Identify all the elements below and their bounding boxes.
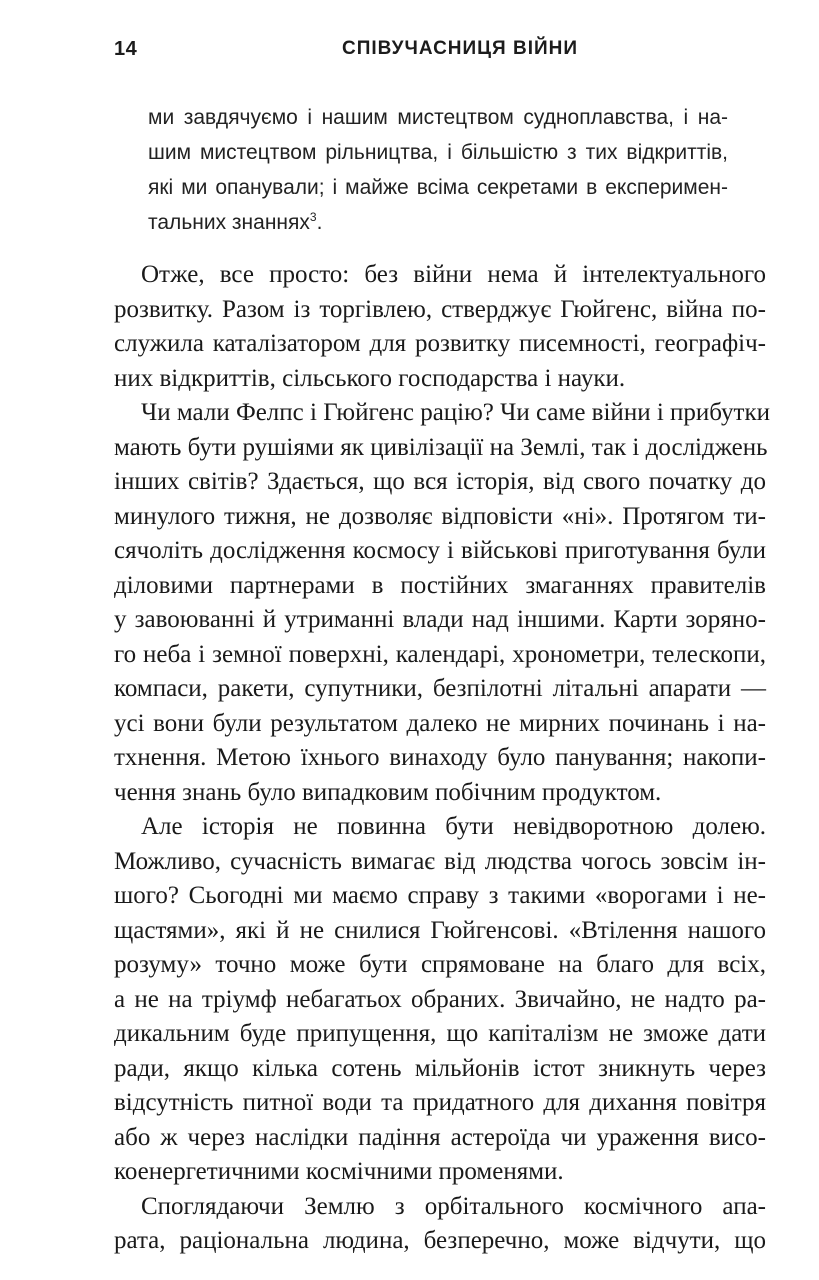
paragraph-line: щастями», які й не снилися Гюйгенсові. «Втілення нашого (114, 916, 766, 944)
paragraph (114, 396, 770, 810)
paragraph-line: шого? Сьогодні ми маємо справу з такими «ворогами і не- (114, 882, 766, 909)
paragraph-line: минулого тижня, не дозволяє відповісти «ні». Протягом ти- (114, 502, 766, 530)
paragraph-line: розуму» точно може бути спрямоване на благо для всіх, (114, 951, 766, 978)
running-title: СПІВУЧАСНИЦЯ ВІЙНИ (342, 38, 579, 59)
quote-end-punctuation: . (316, 211, 323, 234)
paragraph-line: відсутність питної води та придатного для дихання повітря (114, 1089, 766, 1116)
running-head (90, 38, 750, 64)
paragraph-line: ради, якщо кілька сотень мільйонів істот зникнуть через (114, 1054, 766, 1082)
footnote-reference: 3 (309, 210, 317, 224)
paragraph-line: Отже, все просто: без війни нема й інтелектуального (141, 261, 766, 288)
paragraph-line: тхнення. Метою їхнього винаходу було панування; накопи- (114, 744, 766, 771)
paragraph (114, 1190, 766, 1259)
quote-line: ми завдячуємо і нашим мистецтвом судноплавства, і на- (148, 106, 728, 129)
paragraph-line: компаси, ракети, супутники, безпілотні літальні апарати — (114, 675, 766, 702)
paragraph-line: Можливо, сучасність вимагає від людства чогось зовсім ін- (114, 847, 766, 875)
paragraph-line: дикальним буде припущення, що капіталізм не зможе дати (114, 1020, 766, 1047)
paragraph-line: Але історія не повинна бути невідворотною долею. (141, 813, 766, 840)
paragraph-line: мають бути рушіями як цивілізації на Землі, так і досліджень (114, 433, 768, 461)
quote-line: які ми опанували; і майже всіма секретами в експеримен- (148, 176, 728, 199)
page-number: 14 (114, 38, 138, 60)
paragraph-line: сячоліть дослідження космосу і військові приготування були (114, 537, 766, 564)
paragraph (114, 810, 766, 1190)
paragraph-line: них відкриттів, сільського господарства і науки. (114, 364, 626, 392)
paragraph-line: у завоюванні й утриманні влади над іншими. Карти зоряно- (114, 606, 766, 633)
paragraph-line: чення знань було випадковим побічним продуктом. (114, 778, 662, 806)
paragraph-line: коенергетичними космічними променями. (114, 1158, 564, 1185)
paragraph-line: розвитку. Разом із торгівлею, стверджує Гюйгенс, війна по- (114, 295, 766, 323)
paragraph-line: інших світів? Здається, що вся історія, від свого початку до (114, 468, 766, 495)
paragraph-line: а не на тріумф небагатьох обраних. Звичайно, не надто ра- (114, 985, 766, 1013)
quote-line: шим мистецтвом рільництва, і більшістю з тих відкриттів, (148, 141, 728, 164)
paragraph-line: або ж через наслідки падіння астероїда чи ураження висо- (114, 1123, 766, 1151)
paragraph-line: Споглядаючи Землю з орбітального космічного апа- (141, 1192, 766, 1220)
body-text (114, 258, 770, 1259)
paragraph-line: усі вони були результатом далеко не мирних починань і на- (114, 709, 766, 737)
quote-line: тальних знаннях (148, 211, 310, 234)
quote-last-line (148, 205, 728, 240)
paragraph (114, 258, 766, 396)
paragraph-line: діловими партнерами в постійних змаганнях правителів (114, 571, 766, 599)
block-quote (148, 100, 728, 240)
paragraph-line: Чи мали Фелпс і Гюйгенс рацію? Чи саме війни і прибутки (141, 399, 770, 426)
paragraph-line: служила каталізатором для розвитку писемності, географіч- (114, 330, 766, 357)
paragraph-line: го неба і земної поверхні, календарі, хронометри, телескопи, (114, 640, 766, 668)
paragraph-line: рата, раціональна людина, безперечно, може відчути, що (114, 1227, 766, 1254)
